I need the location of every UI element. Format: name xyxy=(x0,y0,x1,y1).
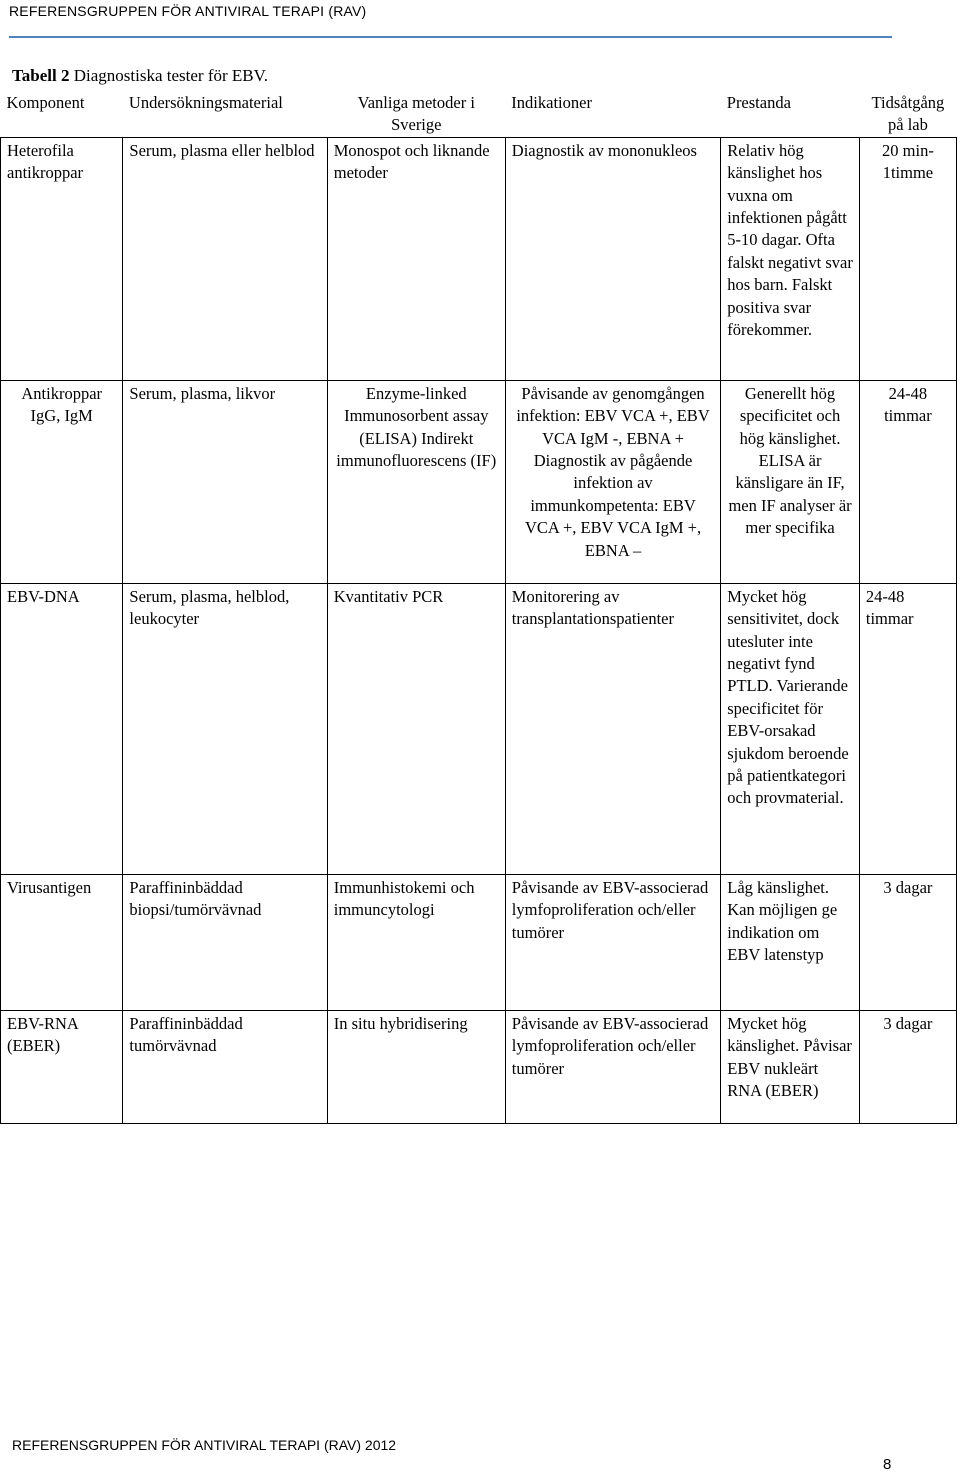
cell-metoder: Enzyme-linked Immunosorbent assay (ELISA) Indirekt immunofluorescens (IF) xyxy=(327,380,505,583)
cell-komponent: Heterofila antikroppar xyxy=(1,137,123,380)
cell-material: Serum, plasma eller helblod xyxy=(123,137,327,380)
table-row xyxy=(1,137,957,380)
caption-text: Diagnostiska tester för EBV. xyxy=(69,66,268,85)
cell-metoder: Immunhistokemi och immuncytologi xyxy=(327,874,505,1010)
header-metoder: Vanliga metoder i Sverige xyxy=(357,93,475,135)
table-row xyxy=(1,380,957,583)
cell-indikationer: Diagnostik av mononukleos xyxy=(505,137,720,380)
table-row xyxy=(1,874,957,1010)
cell-prestanda: Generellt hög specificitet och hög känslighet. ELISA är känsligare än IF, men IF analyser är mer specifika xyxy=(721,380,860,583)
header-divider xyxy=(9,36,892,38)
header-tidsatgang: Tidsåtgång på lab xyxy=(859,88,956,137)
cell-prestanda: Relativ hög känslighet hos vuxna om infektionen pågått 5-10 dagar. Ofta falskt negativt svar hos barn. Falskt positiva svar förekommer. xyxy=(721,137,860,380)
page-footer: REFERENSGRUPPEN FÖR ANTIVIRAL TERAPI (RAV) 2012 xyxy=(12,1437,397,1453)
cell-indikationer: Påvisande av EBV-associerad lymfoproliferation och/eller tumörer xyxy=(505,874,720,1010)
cell-indikationer: Påvisande av EBV-associerad lymfoproliferation och/eller tumörer xyxy=(505,1010,720,1123)
cell-prestanda: Mycket hög sensitivitet, dock utesluter inte negativt fynd PTLD. Varierande specificitet för EBV-orsakad sjukdom beroende på patientkategori och provmaterial. xyxy=(721,583,860,874)
table-header-row xyxy=(1,88,957,137)
cell-material: Paraffininbäddad biopsi/tumörvävnad xyxy=(123,874,327,1010)
cell-material: Paraffininbäddad tumörvävnad xyxy=(123,1010,327,1123)
cell-prestanda: Mycket hög känslighet. Påvisar EBV nukleärt RNA (EBER) xyxy=(721,1010,860,1123)
cell-komponent: EBV-DNA xyxy=(1,583,123,874)
cell-tidsatgang: 24-48 timmar xyxy=(859,380,956,583)
cell-tidsatgang: 3 dagar xyxy=(859,1010,956,1123)
table-caption xyxy=(12,66,268,86)
table-row xyxy=(1,1010,957,1123)
cell-indikationer: Påvisande av genomgången infektion: EBV VCA +, EBV VCA IgM -, EBNA + Diagnostik av pågående infektion av immunkompetenta: EBV VCA +, EBV VCA IgM +, EBNA – xyxy=(505,380,720,583)
cell-material: Serum, plasma, helblod, leukocyter xyxy=(123,583,327,874)
header-title: REFERENSGRUPPEN FÖR ANTIVIRAL TERAPI (RAV) xyxy=(9,3,367,19)
table-row xyxy=(1,583,957,874)
cell-metoder: Monospot och liknande metoder xyxy=(327,137,505,380)
caption-label: Tabell 2 xyxy=(12,66,70,85)
header-prestanda: Prestanda xyxy=(726,93,791,112)
cell-tidsatgang: 24-48 timmar xyxy=(859,583,956,874)
cell-metoder: Kvantitativ PCR xyxy=(327,583,505,874)
cell-tidsatgang: 20 min-1timme xyxy=(859,137,956,380)
cell-komponent: Antikroppar IgG, IgM xyxy=(1,380,123,583)
cell-material: Serum, plasma, likvor xyxy=(123,380,327,583)
header-indikationer: Indikationer xyxy=(511,93,592,112)
cell-tidsatgang: 3 dagar xyxy=(859,874,956,1010)
cell-prestanda: Låg känslighet. Kan möjligen ge indikation om EBV latenstyp xyxy=(721,874,860,1010)
cell-indikationer: Monitorering av transplantationspatienter xyxy=(505,583,720,874)
diagnostics-table xyxy=(0,88,957,1124)
cell-komponent: EBV-RNA (EBER) xyxy=(1,1010,123,1123)
cell-komponent: Virusantigen xyxy=(1,874,123,1010)
header-material: Undersökningsmaterial xyxy=(128,93,283,112)
cell-metoder: In situ hybridisering xyxy=(327,1010,505,1123)
page-number: 8 xyxy=(883,1456,892,1473)
page-header xyxy=(0,0,960,26)
header-komponent: Komponent xyxy=(6,93,85,112)
